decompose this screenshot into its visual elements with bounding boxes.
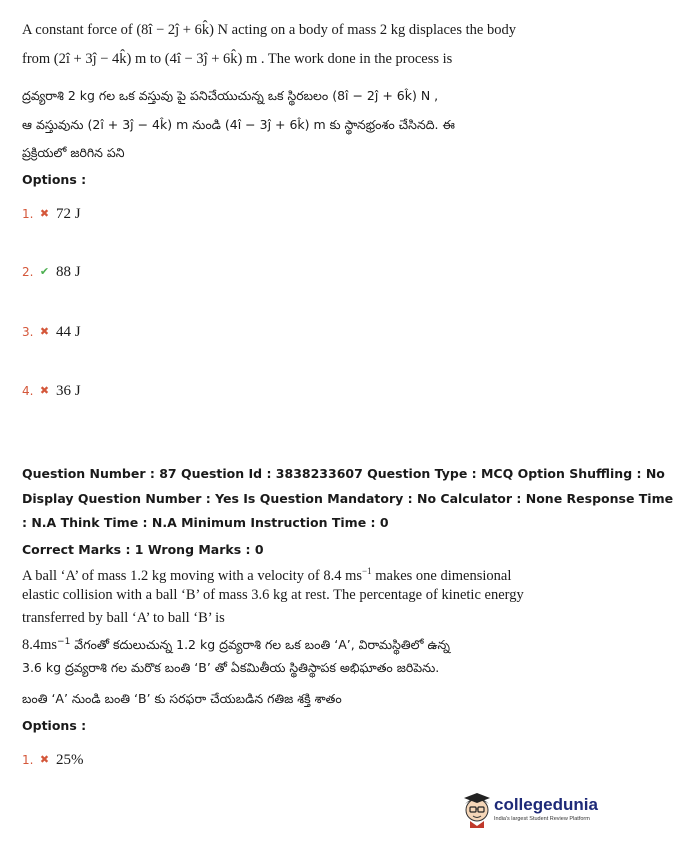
option-value: 25% [56,752,84,768]
option-value: 88 J [56,264,81,280]
question-text-en-line1: A constant force of (8î − 2ĵ + 6k̂) N acting on a body of mass 2 kg displaces the body [22,22,516,38]
option-4[interactable] [22,381,81,401]
options-label: Options : [22,718,87,733]
question2-en-line3: transferred by ball ‘A’ to ball ‘B’ is [22,610,225,626]
question-text-te-line2: ఆ వస్తువును (2î + 3ĵ − 4k̂) m నుండి (4î − 3ĵ + 6k̂) m కు స్థానభ్రంశం చేసినది. ఈ [22,117,455,132]
question-meta-line3: : N.A Think Time : N.A Minimum Instruction Time : 0 [22,515,389,530]
check-icon: ✔ [39,265,50,278]
option-3[interactable] [22,322,81,342]
student-mascot-icon [460,790,494,828]
question-text-te-line1: ద్రవ్యరాశి 2 kg గల ఒక వస్తువు పై పనిచేయుచున్న ఒక స్థిరబలం (8î − 2ĵ + 6k̂) N , [22,88,439,103]
option-number: 1. [22,207,34,221]
option-value: 44 J [56,324,81,340]
option-1[interactable] [22,204,81,224]
option-number: 2. [22,265,34,279]
collegedunia-logo[interactable] [460,790,598,828]
question-text-en-line2: from (2î + 3ĵ − 4k̂) m to (4î − 3ĵ + 6k̂) m . The work done in the process is [22,51,453,67]
question2-en-line1: A ball ‘A’ of mass 1.2 kg moving with a velocity of 8.4 $ms^{-1}$ makes one dimensional [22,566,512,584]
option-1[interactable] [22,750,84,770]
option-2[interactable] [22,262,81,282]
question2-en-line2: elastic collision with a ball ‘B’ of mass 3.6 kg at rest. The percentage of kinetic energy [22,587,524,603]
cross-icon: ✖ [39,207,50,220]
option-number: 3. [22,325,34,339]
options-label: Options : [22,172,87,187]
logo-name: collegedunia [494,795,598,814]
cross-icon: ✖ [39,325,50,338]
option-value: 72 J [56,206,81,222]
logo-tagline: India's largest Student Review Platform [494,816,590,822]
option-number: 4. [22,384,34,398]
option-value: 36 J [56,383,81,399]
question-text-te-line3: ప్రక్రియలో జరిగిన పని [22,145,125,160]
cross-icon: ✖ [39,753,50,766]
option-number: 1. [22,753,34,767]
question-meta-line1: Question Number : 87 Question Id : 3838233607 Question Type : MCQ Option Shuffling : No [22,466,665,481]
question2-te-line1: $8.4ms^{-1}$ వేగంతో కదులుచున్న 1.2 kg ద్రవ్యరాశి గల ఒక బంతి ‘A’, విరామస్థితిలో ఉన్న [22,637,450,654]
question2-te-line2: 3.6 kg ద్రవ్యరాశి గల మరొక బంతి ‘B’ తో ఏకమితీయ స్థితిస్థాపక అభిఘాతం జరిపెను. [22,660,440,675]
cross-icon: ✖ [39,384,50,397]
question2-te-line3: బంతి ‘A’ నుండి బంతి ‘B’ కు సరఫరా చేయబడిన గతిజ శక్తి శాతం [22,691,342,706]
question-meta-line2: Display Question Number : Yes Is Question Mandatory : No Calculator : None Response Time [22,491,673,506]
marks-line: Correct Marks : 1 Wrong Marks : 0 [22,542,264,557]
